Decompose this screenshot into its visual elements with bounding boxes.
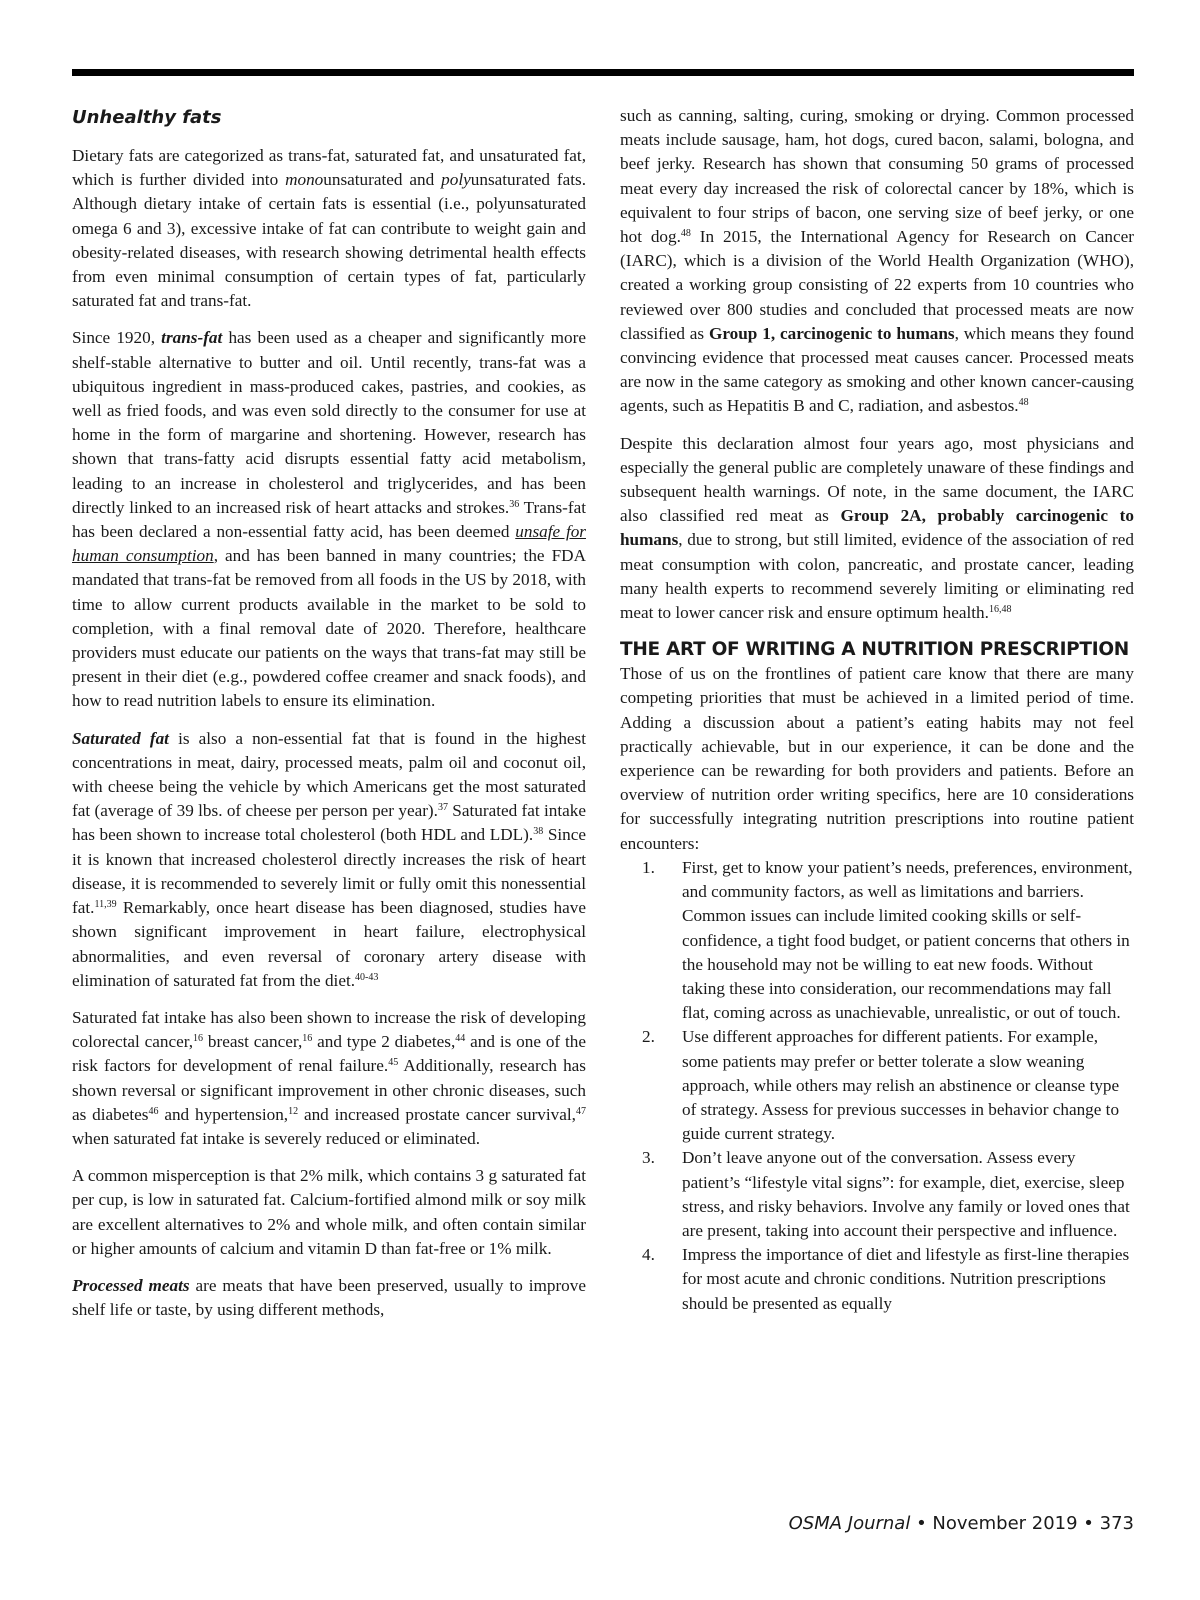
paragraph-red-meat: Despite this declaration almost four years ago, most physicians and especially the general public are completely unaware of these findings and subsequent health warnings. Of note, in the same document, the IARC also classified red meat as Group 2A, probably carcinogenic to humans, due to strong, but still limited, evidence of the association of red meat consumption with colon, pancreatic, and prostate cancer, leading many health experts to recommend severely limiting or eliminating red meat to lower cancer risk and ensure optimum health.$^{16,48}$ [620,433,1134,623]
list-item: 2. Use different approaches for different patients. For example, some patients may prefer or better tolerate a slow weaning approach, while others may relish an abstinence or cleanse type of strategy. Assess for previous successes in behavior change to guide current strategy. [642,1027,1120,1144]
unsafe-link[interactable]: unsafe for human consumption [72,522,586,566]
paragraph-saturated-fat: Saturated fat is also a non-essential fat that is found in the highest concentrations in meat, dairy, processed meats, palm oil and coconut oil, with cheese being the vehicle by which Americans get the most saturated fat (average of 39 lbs. of cheese per person per year).$^{37}$ Saturated fat intake has been shown to increase total cholesterol (both HDL and LDL).$^{38}$ Since it is known that increased cholesterol directly increases the risk of heart disease, it is recommended to severely limit or fully omit this nonessential fat.$^{11,39}$ Remarkably, once heart disease has been diagnosed, studies have shown significant improvement in heart failure, electrophysical abnormalities, and even reversal of coronary artery disease with elimination of saturated fat from the diet.$^{40-43}$ [72,728,587,990]
page-number: 373 [1099,1513,1134,1534]
citation: 47 [575,1105,586,1117]
left-column [72,104,586,1322]
citation: 40-43 [355,971,379,983]
citation: 36 [509,498,520,510]
citation: 37 [437,802,448,814]
considerations-list [620,856,1134,1316]
journal-name: OSMA Journal [788,1513,911,1534]
list-item: 4. Impress the importance of diet and lifestyle as first-line therapies for most acute and chronic conditions. Nutrition prescriptions should be presented as equally [642,1245,1130,1313]
citation: 12 [288,1105,299,1117]
citation: 46 [148,1105,159,1117]
list-item: 3. Don’t leave anyone out of the conversation. Assess every patient’s “lifestyle vital signs”: for example, diet, exercise, sleep stress, and risky behaviors. Involve any family or loved ones that are present, taking into account their perspective and influence. [642,1148,1130,1240]
header-rule [72,69,1134,76]
paragraph-milk: A common misperception is that 2% milk, which contains 3 g saturated fat per cup, is low in saturated fat. Calcium-fortified almond milk or soy milk are excellent alternatives to 2% and whole milk, and often contain similar or higher amounts of calcium and vitamin D than fat-free or 1% milk. [72,1166,586,1258]
citation: 48 [680,228,691,240]
section-title-unhealthy-fats: Unhealthy fats [72,107,222,128]
paragraph-dietary-fats: Dietary fats are categorized as trans-fat, saturated fat, and unsaturated fat, which is further divided into monounsaturated and polyunsaturated fats. Although dietary intake of certain fats is essential (i.e., polyunsaturated omega 6 and 3), excessive intake of fat can contribute to weight gain and obesity-related diseases, with research showing detrimental health effects from even minimal consumption of certain types of fat, particularly saturated fat and trans-fat. [72,146,586,311]
paragraph-trans-fat: Since 1920, trans-fat has been used as a cheaper and significantly more shelf-stable alternative to butter and oil. Until recently, trans-fat was a ubiquitous ingredient in mass-produced cakes, pastries, and cookies, as well as fried foods, and was even sold directly to the consumer for use at home in the form of margarine and shortening. However, research has shown that trans-fatty acid disrupts essential fatty acid metabolism, leading to an increase in cholesterol and triglycerides, and has been directly linked to an increased risk of heart attacks and strokes.$^{36}$ Trans-fat has been declared a non-essential fatty acid, has been deemed unsafe for human consumption, and has been banned in many countries; the FDA mandated that trans-fat be removed from all foods in the US by 2018, with time to allow current products available in the market to be sold to completion, with a final removal date of 2020. Therefore, healthcare providers must educate our patients on the ways that trans-fat may still be present in their diet (e.g., powdered coffee creamer and snack foods), and how to read nutrition labels to ensure its elimination. [72,328,586,711]
citation: 45 [388,1057,399,1069]
citation: 16,48 [988,604,1012,616]
list-item: 1. First, get to know your patient’s needs, preferences, environment, and community factors, as well as limitations and barriers. Common issues can include limited cooking skills or self-confidence, a tight food budget, or patient concerns that others in the household may not be willing to eat new foods. Without taking these into consideration, our recommendations may fall flat, coming across as unachievable, unrealistic, or out of touch. [642,857,1133,1023]
right-column [620,104,1134,1316]
paragraph-frontlines: Those of us on the frontlines of patient care know that there are many competing priorities that must be achieved in a limited period of time. Adding a discussion about a patient’s eating habits may not feel practically achievable, but in our experience, it can be done and the experience can be rewarding for both providers and patients. Before an overview of nutrition order writing specifics, here are 10 considerations for successfully integrating nutrition prescriptions into routine patient encounters: [620,664,1134,853]
citation: 11,39 [94,899,117,911]
page-footer: OSMA Journal • November 2019 • 373 [788,1513,1134,1534]
paragraph-processed-meats-cont: such as canning, salting, curing, smoking or drying. Common processed meats include sausage, ham, hot dogs, cured bacon, salami, bologna, and beef jerky. Research has shown that consuming 50 grams of processed meat every day increased the risk of colorectal cancer by 18%, which is equivalent to four strips of bacon, one serving size of beef jerky, or one hot dog.$^{48}$ In 2015, the International Agency for Research on Cancer (IARC), which is a division of the World Health Organization (WHO), created a working group consisting of 22 experts from 10 countries who reviewed over 800 studies and concluded that processed meats are now classified as Group 1, carcinogenic to humans, which means they found convincing evidence that processed meat causes cancer. Processed meats are now in the same category as smoking and other known cancer-causing agents, such as Hepatitis B and C, radiation, and asbestos.$^{48}$ [620,106,1134,416]
section-heading-nutrition-prescription: THE ART OF WRITING A NUTRITION PRESCRIPTION [620,639,1129,661]
paragraph-saturated-risk: Saturated fat intake has also been shown to increase the risk of developing colorectal cancer,$^{16}$ breast cancer,$^{16}$ and type 2 diabetes,$^{44}$ and is one of the risk factors for development of renal failure.$^{45}$ Additionally, research has shown reversal or significant improvement in other chronic diseases, such as diabetes$^{46}$ and hypertension,$^{12}$ and increased prostate cancer survival,$^{47}$ when saturated fat intake is severely reduced or eliminated. [72,1007,586,1148]
paragraph-processed-meats: Processed meats are meats that have been preserved, usually to improve shelf life or taste, by using different methods, [72,1275,586,1320]
citation: 16 [193,1033,204,1045]
issue-date: November 2019 [932,1513,1078,1534]
citation: 38 [533,826,544,838]
citation: 16 [302,1033,313,1045]
citation: 44 [455,1033,466,1045]
citation: 48 [1018,397,1029,409]
